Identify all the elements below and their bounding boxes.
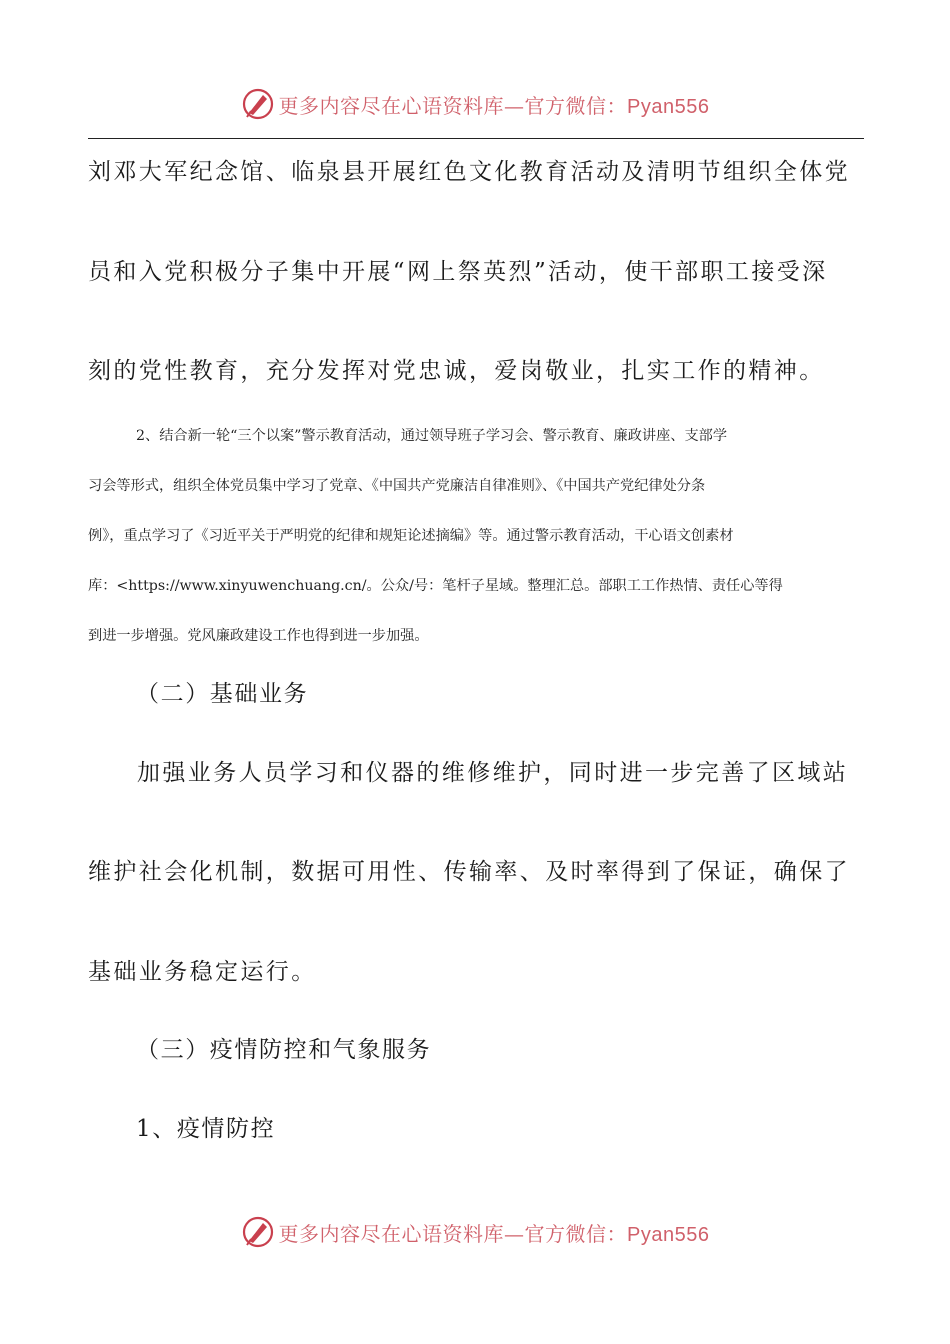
pen-feather-logo-icon bbox=[241, 87, 275, 121]
header-banner bbox=[0, 84, 950, 124]
footer-banner bbox=[0, 1212, 950, 1252]
banner-wechat-id: Pyan556 bbox=[627, 95, 710, 118]
section-heading: （三）疫情防控和气象服务 bbox=[136, 1037, 432, 1063]
paragraph-line: 员和入党积极分子集中开展“网上祭英烈”活动，使干部职工接受深 bbox=[88, 259, 828, 285]
paragraph-line: 习会等形式，组织全体党员集中学习了党章、《中国共产党廉洁自律准则》、《中国共产党纪律处分条 bbox=[88, 478, 706, 494]
paragraph-line: 维护社会化机制，数据可用性、传输率、及时率得到了保证，确保了 bbox=[88, 859, 850, 885]
paragraph-line: 加强业务人员学习和仪器的维修维护，同时进一步完善了区域站 bbox=[137, 760, 849, 786]
banner-tagline: 更多内容尽在心语资料库—官方微信： bbox=[278, 93, 628, 118]
subsection-heading: 1、疫情防控 bbox=[136, 1116, 276, 1142]
header-rule bbox=[88, 138, 864, 139]
paragraph-line: 例》，重点学习了《习近平关于严明党的纪律和规矩论述摘编》等。通过警示教育活动，干心语文创素材 bbox=[88, 528, 734, 544]
banner-wechat-id: Pyan556 bbox=[627, 1223, 710, 1246]
paragraph-line: 基础业务稳定运行。 bbox=[88, 959, 317, 985]
banner-text bbox=[279, 90, 710, 119]
paragraph-line: 库：<https://www.xinyuwenchuang.cn/。公众/号：笔杆子星域。整理汇总。部职工工作热情、责任心等得 bbox=[88, 578, 783, 594]
banner-text bbox=[279, 1218, 710, 1247]
paragraph-line: 2、结合新一轮“三个以案”警示教育活动，通过领导班子学习会、警示教育、廉政讲座、支部学 bbox=[136, 428, 728, 444]
pen-feather-logo-icon bbox=[241, 1215, 275, 1249]
section-heading: （二）基础业务 bbox=[136, 681, 309, 707]
banner-tagline: 更多内容尽在心语资料库—官方微信： bbox=[278, 1221, 628, 1246]
paragraph-line: 刘邓大军纪念馆、临泉县开展红色文化教育活动及清明节组织全体党 bbox=[88, 159, 850, 185]
paragraph-line: 刻的党性教育，充分发挥对党忠诚，爱岗敬业，扎实工作的精神。 bbox=[88, 358, 825, 384]
paragraph-line: 到进一步增强。党风廉政建设工作也得到进一步加强。 bbox=[88, 628, 429, 644]
